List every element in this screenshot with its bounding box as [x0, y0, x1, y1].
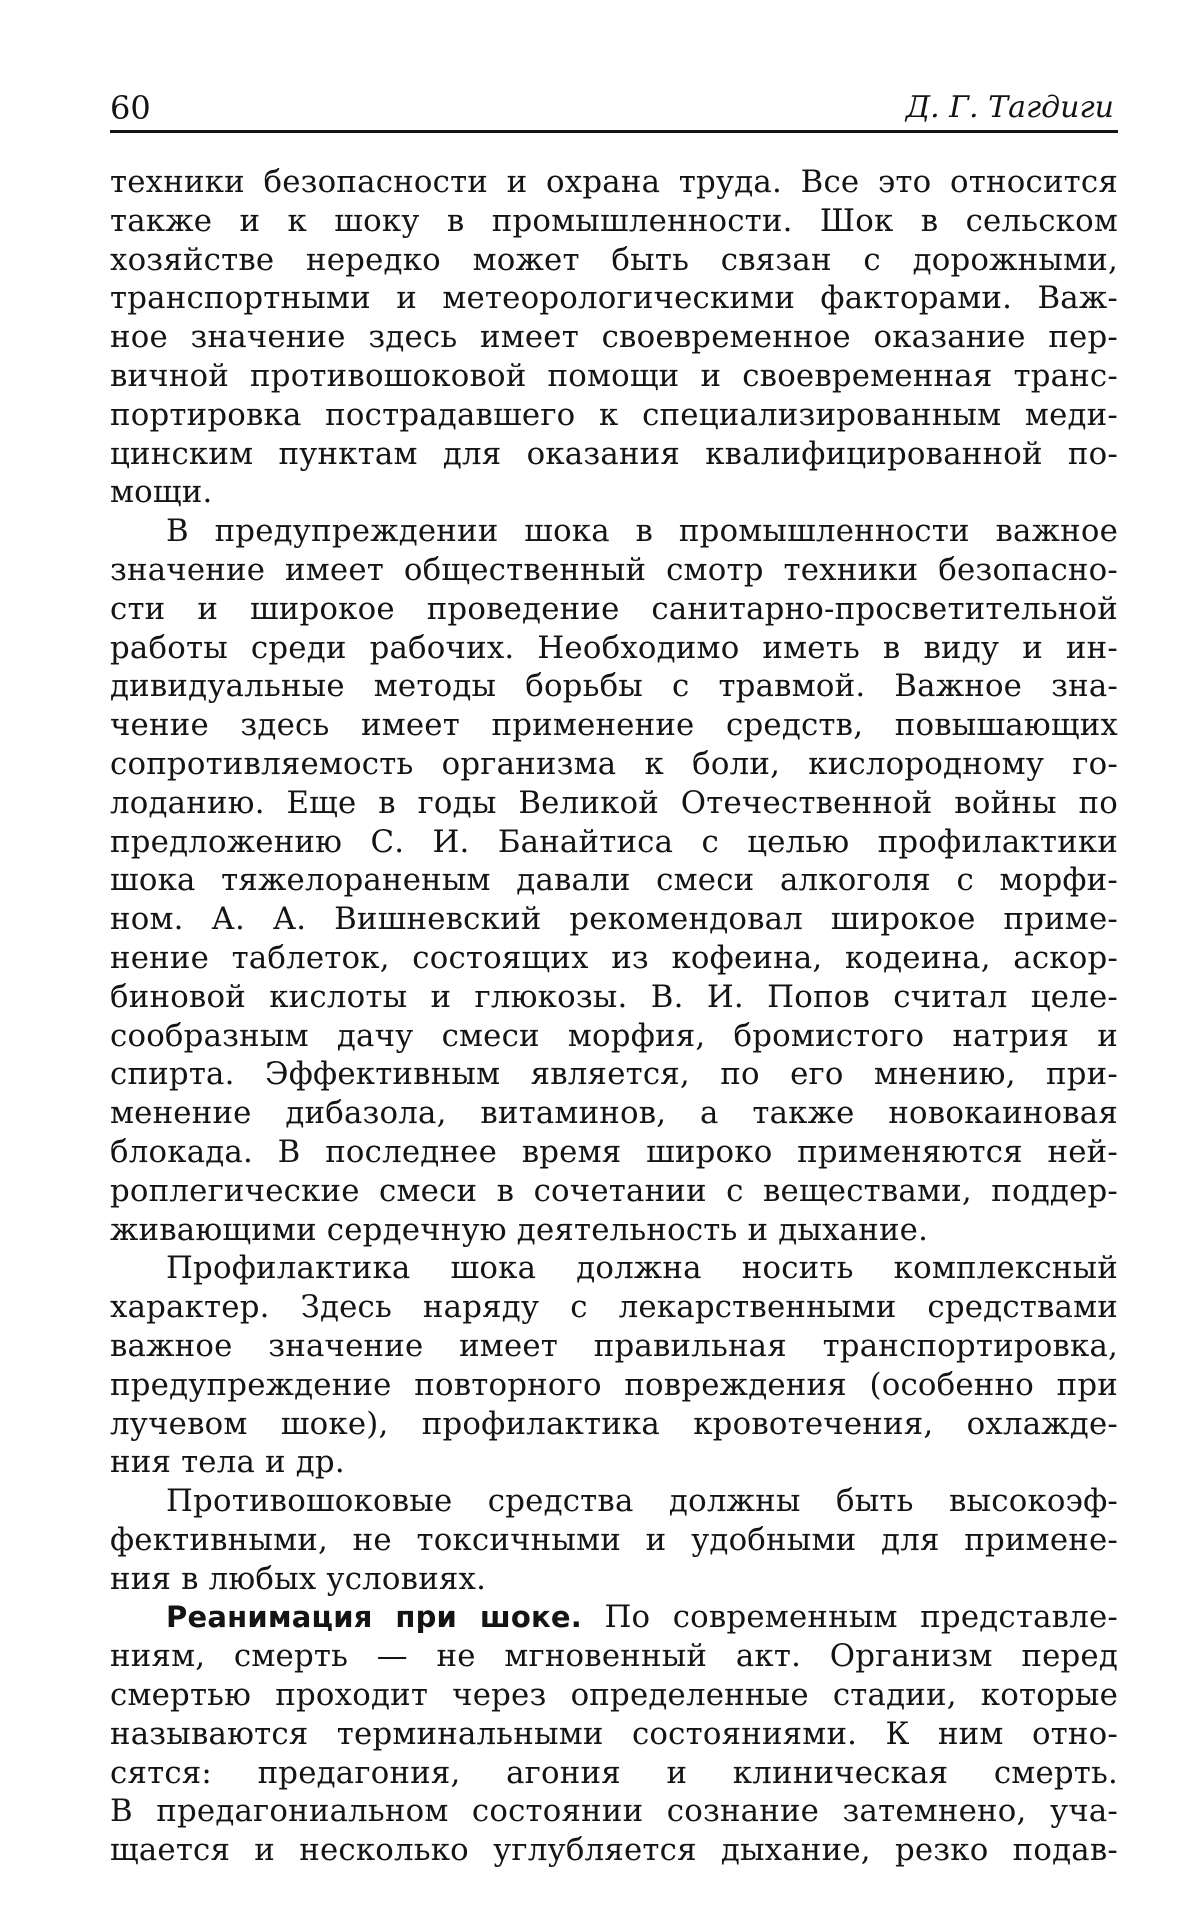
text-line: ния тела и др.: [110, 1444, 345, 1481]
text-line: цинским пунктам для оказания квалифицированной по-: [110, 435, 1118, 472]
text-line: чение здесь имеет применение средств, повышающих: [110, 707, 1118, 744]
text-line: нение таблеток, состоящих из кофеина, кодеина, аскор-: [110, 939, 1118, 976]
text-line: лоданию. Еще в годы Великой Отечественной войны по: [110, 784, 1118, 821]
text-line: транспортными и метеорологическими факторами. Важ-: [110, 280, 1118, 317]
body-text: [110, 163, 1118, 1870]
text-line: блокада. В последнее время широко применяются ней-: [110, 1133, 1118, 1170]
text-line: техники безопасности и охрана труда. Все это относится: [110, 164, 1118, 200]
text-line: характер. Здесь наряду с лекарственными средствами: [110, 1289, 1118, 1326]
page-number: 60: [110, 89, 151, 127]
text-line: [110, 1598, 1118, 1637]
section-run-in-heading: Реанимация при шоке.: [166, 1600, 582, 1635]
text-line: сти и широкое проведение санитарно-просветительной: [110, 590, 1118, 627]
text-line: сопротивляемость организма к боли, кислородному го-: [110, 745, 1118, 782]
text-line: сятся: предагония, агония и клиническая смерть.: [110, 1754, 1118, 1791]
text-line: Противошоковые средства должны быть высокоэф-: [166, 1483, 1118, 1520]
text-line: роплегические смеси в сочетании с веществами, поддер-: [110, 1172, 1118, 1209]
text-line: шока тяжелораненым давали смеси алкоголя с морфи-: [110, 862, 1118, 899]
text-line: предложению С. И. Банайтиса с целью профилактики: [110, 823, 1118, 860]
text-line: лучевом шоке), профилактика кровотечения, охлажде-: [110, 1405, 1118, 1442]
paragraph-2: [110, 512, 1118, 1249]
text-line: щается и несколько углубляется дыхание, резко подав-: [110, 1832, 1118, 1869]
text-line: дивидуальные методы борьбы с травмой. Важное зна-: [110, 668, 1118, 705]
text-line: биновой кислоты и глюкозы. В. И. Попов считал целе-: [110, 978, 1118, 1015]
text-line: Профилактика шока должна носить комплексный: [166, 1250, 1118, 1287]
text-line: В предупреждении шока в промышленности важное: [166, 513, 1118, 550]
paragraph-5: [110, 1598, 1118, 1870]
text-line: живающими сердечную деятельность и дыхание.: [110, 1211, 929, 1248]
text-line: сообразным дачу смеси морфия, бромистого натрия и: [110, 1017, 1118, 1054]
text-line: смертью проходит через определенные стадии, которые: [110, 1677, 1118, 1714]
paragraph-3: [110, 1249, 1118, 1482]
text-line: ном. А. А. Вишневский рекомендовал широкое приме-: [110, 901, 1118, 938]
text-fragment: По современным представле-: [581, 1599, 1118, 1636]
text-line: менение дибазола, витаминов, а также новокаиновая: [110, 1095, 1118, 1132]
paragraph-1: [110, 163, 1118, 512]
text-line: В предагониальном состоянии сознание затемнено, уча-: [110, 1793, 1118, 1830]
text-line: хозяйстве нередко может быть связан с дорожными,: [110, 241, 1118, 278]
text-line: предупреждение повторного повреждения (особенно при: [110, 1366, 1118, 1403]
page-header: [110, 82, 1118, 133]
text-line: фективными, не токсичными и удобными для примене-: [110, 1521, 1118, 1558]
text-line: значение имеет общественный смотр техники безопасно-: [110, 551, 1118, 588]
text-line: ное значение здесь имеет своевременное оказание пер-: [110, 319, 1118, 356]
text-line: важное значение имеет правильная транспортировка,: [110, 1327, 1118, 1364]
text-line: ния в любых условиях.: [110, 1560, 487, 1597]
text-line: мощи.: [110, 474, 213, 511]
text-line: ниям, смерть — не мгновенный акт. Организм перед: [110, 1638, 1118, 1675]
text-line: называются терминальными состояниями. К ним отно-: [110, 1715, 1118, 1752]
text-line: работы среди рабочих. Необходимо иметь в виду и ин-: [110, 629, 1118, 666]
text-line: спирта. Эффективным является, по его мнению, при-: [110, 1056, 1118, 1093]
running-head: Д. Г. Тагдиги: [905, 90, 1114, 125]
text-line: вичной противошоковой помощи и своевременная транс-: [110, 357, 1118, 394]
text-line: портировка пострадавшего к специализированным меди-: [110, 396, 1118, 433]
text-line: также и к шоку в промышленности. Шок в сельском: [110, 202, 1118, 239]
paragraph-4: [110, 1482, 1118, 1598]
